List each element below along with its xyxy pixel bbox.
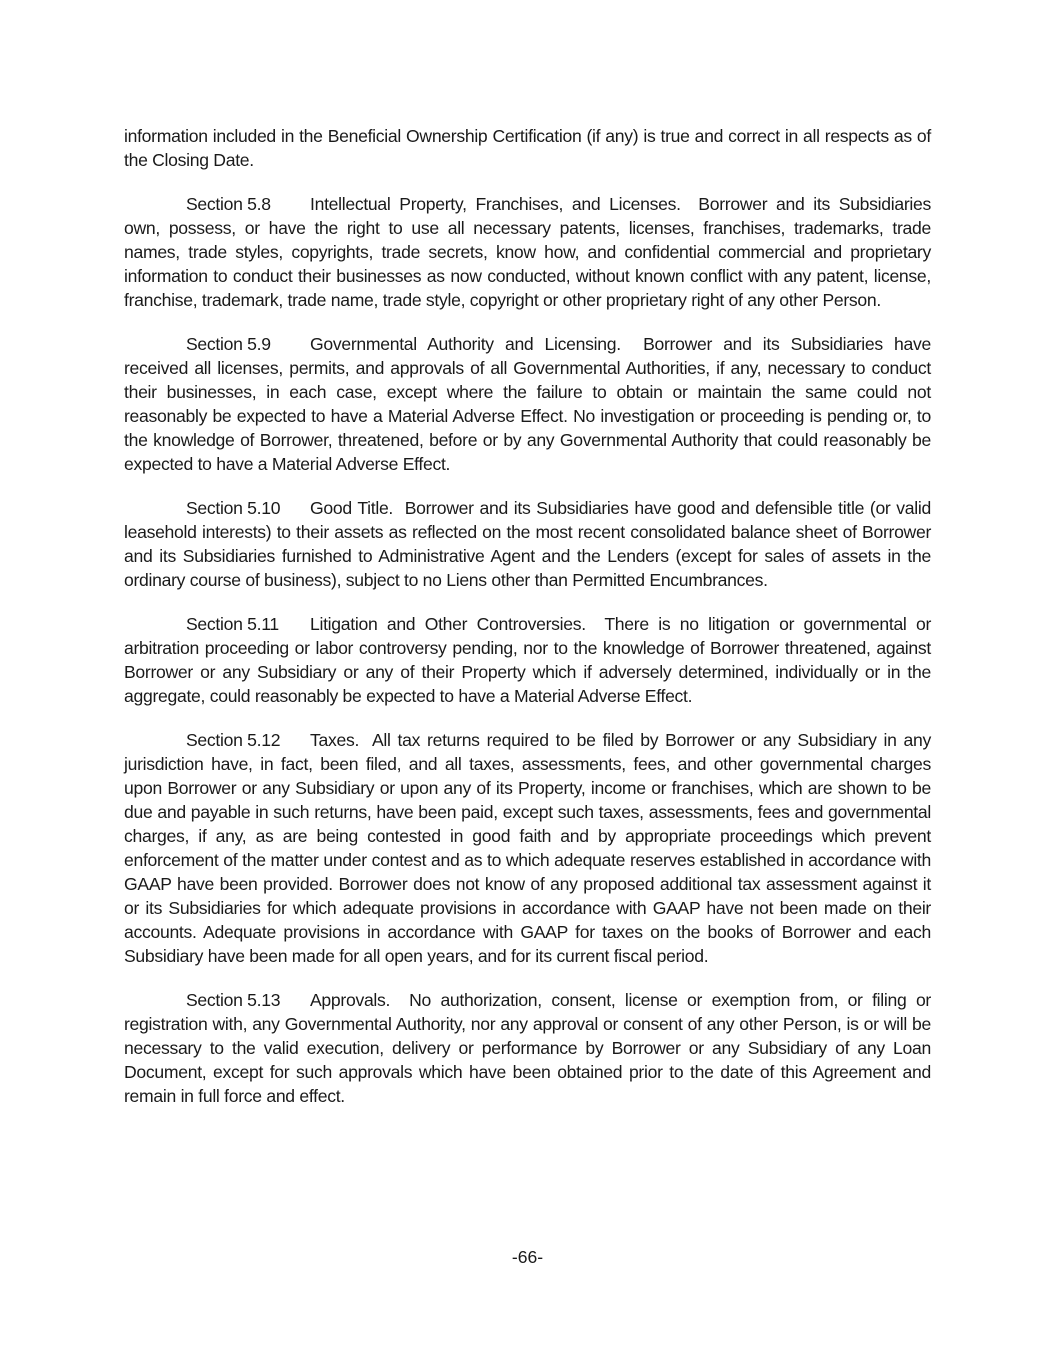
section-5-13: [124, 988, 931, 1108]
section-title: Governmental Authority and Licensing.: [310, 334, 621, 354]
document-page: [124, 124, 931, 1128]
section-title: Litigation and Other Controversies.: [310, 614, 586, 634]
section-title: Good Title.: [310, 498, 394, 518]
page-number: -66-: [511, 1247, 544, 1267]
section-5-8: [124, 192, 931, 312]
section-5-12: [124, 728, 931, 968]
section-title: Taxes.: [310, 730, 360, 750]
section-body: All tax returns required to be filed by Borrower or any Subsidiary in any jurisdiction have, in fact, been filed, and all taxes, assessments, fees, and other governmental charges upon Borrower or any Subsidiary or upon any of its Property, income or franchises, which are shown to be due and payable in such returns, have been paid, except such taxes, assessments, fees and governmental charges, if any, as are being contested in good faith and by appropriate proceedings which prevent enforcement of the matter under contest and as to which adequate reserves established in accordance with GAAP have been provided. Borrower does not know of any proposed additional tax assessment against it or its Subsidiaries for which adequate provisions in accordance with GAAP have not been made on their accounts. Adequate provisions in accordance with GAAP for taxes on the books of Borrower and each Subsidiary have been made for all open years, and for its current fiscal period.: [124, 730, 931, 966]
section-body: There is no litigation or governmental or arbitration proceeding or labor controversy pending, nor to the knowledge of Borrower threatened, against Borrower or any Subsidiary or any of their Property which if adversely determined, individually or in the aggregate, could reasonably be expected to have a Material Adverse Effect.: [124, 614, 931, 706]
section-body: Borrower and its Subsidiaries have received all licenses, permits, and approvals of all Governmental Authorities, if any, necessary to conduct their businesses, in each case, except where the failure to obtain or maintain the same could not reasonably be expected to have a Material Adverse Effect. No investigation or proceeding is pending or, to the knowledge of Borrower, threatened, before or by any Governmental Authority that could reasonably be expected to have a Material Adverse Effect.: [124, 334, 931, 474]
section-5-9: [124, 332, 931, 476]
section-body: No authorization, consent, license or exemption from, or filing or registration with, any Governmental Authority, nor any approval or consent of any other Person, is or will be necessary to the valid execution, delivery or performance by Borrower or any Subsidiary of any Loan Document, except for such approvals which have been obtained prior to the date of this Agreement and remain in full force and effect.: [124, 990, 931, 1106]
intro-paragraph: information included in the Beneficial Ownership Certification (if any) is true and correct in all respects as of the Closing Date.: [124, 126, 931, 170]
section-body: Borrower and its Subsidiaries have good and defensible title (or valid leasehold interests) to their assets as reflected on the most recent consolidated balance sheet of Borrower and its Subsidiaries furnished to Administrative Agent and the Lenders (except for sales of assets in the ordinary course of business), subject to no Liens other than Permitted Encumbrances.: [124, 498, 931, 590]
section-number: Section 5.13: [186, 990, 281, 1010]
section-number: Section 5.11: [186, 614, 279, 634]
section-5-10: [124, 496, 931, 592]
section-number: Section 5.12: [186, 730, 281, 750]
section-number: Section 5.8: [186, 194, 271, 214]
section-number: Section 5.9: [186, 334, 271, 354]
section-title: Intellectual Property, Franchises, and Licenses.: [310, 194, 681, 214]
section-body: Borrower and its Subsidiaries own, possess, or have the right to use all necessary patents, licenses, franchises, trademarks, trade names, trade styles, copyrights, trade secrets, know how, and confidential commercial and proprietary information to conduct their businesses as now conducted, without known conflict with any patent, license, franchise, trademark, trade name, trade style, copyright or other proprietary right of any other Person.: [124, 194, 931, 310]
section-5-11: [124, 612, 931, 708]
section-title: Approvals.: [310, 990, 391, 1010]
section-number: Section 5.10: [186, 498, 281, 518]
